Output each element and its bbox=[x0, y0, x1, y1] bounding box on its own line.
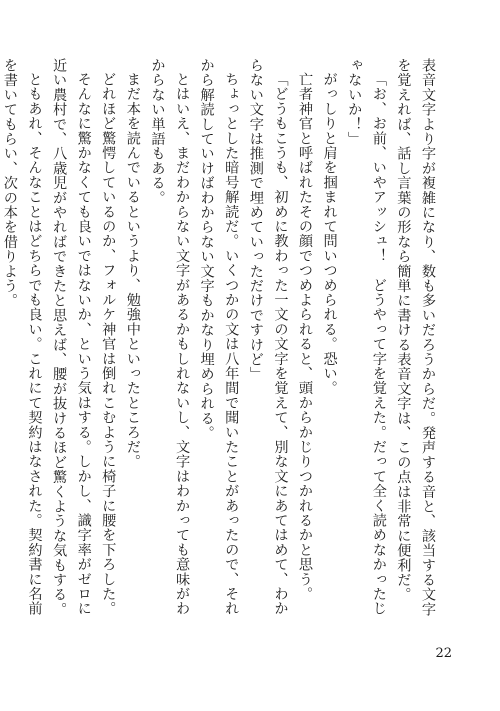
paragraph: そんなに驚かなくても良いではないか、という気はする。しかし、識字率がゼロに近い農村で、八歳児がやればできたと思えば、腰が抜けるほど驚くような気もする。 bbox=[51, 58, 92, 617]
paragraph: ちょっとした暗号解読だ。いくつかの文は八年間で聞いたことがあったので、それから解読していけばわからない文字もかなり埋められる。 bbox=[198, 58, 240, 617]
vertical-text-body bbox=[1, 58, 440, 618]
paragraph: 「どうもこうも、初めに教わった一文の文字を覚えて、別な文にあてはめて、わからない文字は推測で埋めていっただけですけど」 bbox=[247, 58, 289, 617]
paragraph: 「お、お前、いやアッシュ！ どうやって字を覚えた。だって全く読めなかったじゃないか！」 bbox=[346, 58, 387, 617]
page-number: 22 bbox=[435, 646, 452, 661]
paragraph: 表音文字より字が複雑になり、数も多いだろうからだ。発声する音と、該当する文字を覚えれば、話し言葉の形なら簡単に書ける表音文字は、この点は非常に便利だ。 bbox=[395, 58, 436, 617]
paragraph: がっしりと肩を掴まれて問いつめられる。恐い。 bbox=[321, 72, 338, 396]
paragraph: 亡者神官と呼ばれたその顔でつめよられると、頭からかじりつかれるかと思う。 bbox=[297, 72, 314, 602]
paragraph: ともあれ、そんなことはどちらでも良い。これにて契約はなされた。契約書に名前を書いてもらい、次の本を借りよう。 bbox=[1, 58, 43, 617]
paragraph: どれほど驚愕しているのか、フォルケ神官は倒れこむように椅子に腰を下ろした。 bbox=[100, 72, 117, 617]
paragraph: まだ本を読んでいるというより、勉強中といったところだ。 bbox=[124, 72, 141, 470]
paragraph: とはいえ、まだわからない文字があるかもしれないし、文字はわかっても意味がわからない単語もある。 bbox=[149, 58, 191, 617]
